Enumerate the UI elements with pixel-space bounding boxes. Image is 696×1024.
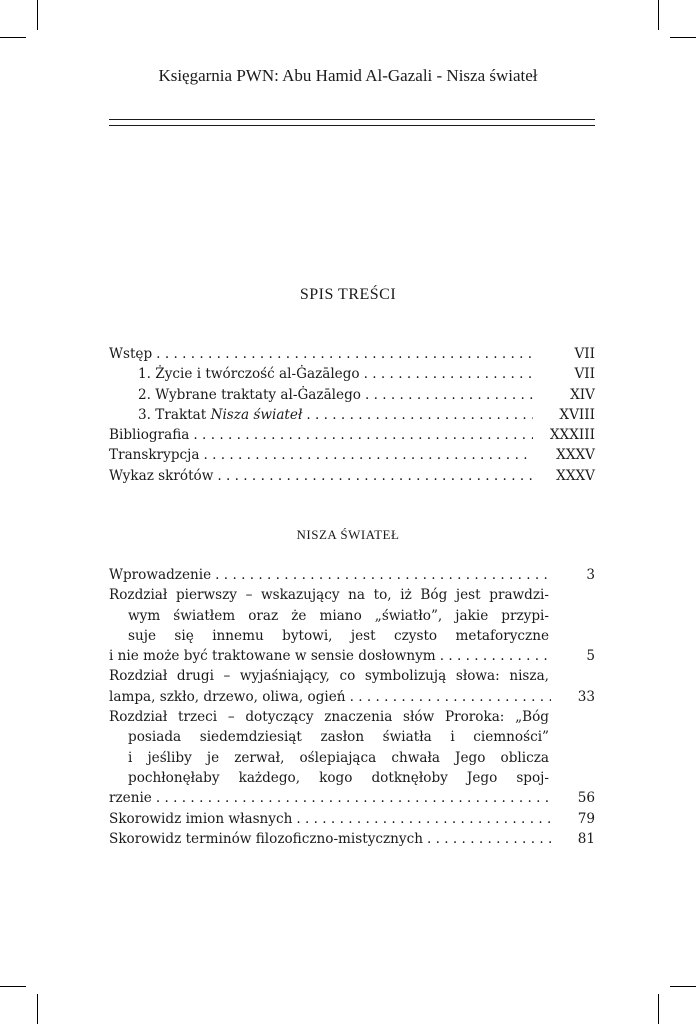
section-heading: NISZA ŚWIATEŁ: [296, 527, 400, 542]
toc-entry: [109, 445, 595, 465]
toc-entry: [109, 707, 595, 808]
dot-leader: [350, 687, 551, 707]
toc-entry-page: XXXIII: [549, 427, 595, 444]
toc-entry-line-wrap: [109, 768, 595, 788]
toc-entry-label: 1. Życie i twórczość al-Ġazālego: [138, 366, 360, 383]
crop-mark: [658, 0, 659, 30]
toc-entry-page: VII: [574, 346, 595, 362]
toc-entry-label: [138, 405, 302, 425]
header-rule: [109, 125, 595, 126]
dot-leader: [217, 466, 533, 486]
toc-entry-label: Skorowidz terminów filozoficzno-mistycznych: [109, 830, 423, 847]
toc-entry-line-wrap: [109, 626, 595, 646]
toc-entry: [109, 364, 595, 384]
toc-entry: [109, 565, 595, 585]
toc-main: [109, 565, 595, 849]
toc-entry-label: 2. Wybrane traktaty al-Ġazālego: [138, 386, 361, 403]
toc-entry-label: Skorowidz imion własnych: [109, 810, 293, 827]
toc-entry: [109, 405, 595, 425]
toc-entry: [109, 585, 595, 666]
crop-mark: [37, 0, 38, 30]
toc-entry-page: XXXV: [556, 467, 595, 484]
crop-mark: [670, 986, 696, 987]
toc-entry-line: Rozdział pierwszy – wskazujący na to, iż Bóg jest prawdzi-: [109, 587, 549, 604]
toc-entry-last-line: [109, 829, 595, 849]
toc-entry-line: Rozdział drugi – wyjaśniający, co symbolizują słowa: nisza,: [109, 668, 549, 685]
toc-heading: SPIS TREŚCI: [299, 286, 397, 303]
header-title: Księgarnia PWN: Abu Hamid Al-Gazali - Nisza świateł: [158, 66, 538, 85]
toc-entry-page: XVIII: [559, 406, 595, 423]
toc-entry-label-prefix: 3. Traktat: [138, 406, 211, 423]
dot-leader: [365, 385, 533, 405]
dot-leader: [364, 364, 533, 384]
toc-entry-page: 56: [577, 790, 595, 807]
toc-entry-page: 5: [586, 648, 595, 665]
toc-entry-last-line: [109, 809, 595, 829]
crop-mark: [658, 994, 659, 1024]
toc-entry: [109, 666, 595, 707]
toc-entry-line-wrap: [109, 606, 595, 626]
crop-mark: [37, 994, 38, 1024]
toc-entry-line: Rozdział trzeci – dotyczący znaczenia słów Proroka: „Bóg: [109, 709, 549, 726]
toc-entry-page: 81: [577, 830, 595, 847]
dot-leader: [427, 829, 551, 849]
toc-entry-label: Wykaz skrótów: [109, 467, 214, 484]
crop-mark: [0, 37, 26, 38]
dot-leader: [203, 445, 533, 465]
toc-entry-line-wrap: [109, 585, 595, 605]
toc-entry-page: XIV: [570, 386, 595, 403]
toc-entry: [109, 829, 595, 849]
toc-entry-page: XXXV: [556, 447, 595, 464]
toc-entry-label: rzenie: [109, 790, 152, 807]
dot-leader: [193, 425, 533, 445]
toc-entry-line-wrap: [109, 666, 595, 686]
toc-entry-last-line: [109, 788, 595, 808]
toc-entry-page: 3: [586, 567, 595, 583]
toc-entry-line-wrap: [109, 707, 595, 727]
dot-leader: [156, 344, 533, 364]
toc-entry: [109, 425, 595, 445]
toc-entry: [109, 344, 595, 364]
toc-entry-line: pochłonęłaby każdego, kogo dotknęłoby Jego spoj-: [128, 769, 549, 786]
toc-entry-label: Wprowadzenie: [109, 567, 212, 583]
toc-entry-label-italic: Nisza świateł: [210, 406, 303, 423]
toc-entry-line: posiada siedemdziesiąt zasłon światła i ciemności”: [128, 729, 549, 746]
toc-entry: [109, 385, 595, 405]
toc-entry-label: Wstęp: [109, 346, 153, 362]
toc-entry-line-wrap: [109, 748, 595, 768]
dot-leader: [306, 405, 533, 425]
toc-entry-page: 33: [577, 688, 595, 705]
dot-leader: [215, 565, 551, 585]
toc-entry: [109, 809, 595, 829]
dot-leader: [156, 788, 551, 808]
toc-entry-line-wrap: [109, 727, 595, 747]
toc-entry-label: Bibliografia: [109, 427, 190, 444]
toc-entry-label: Transkrypcja: [109, 447, 200, 464]
toc-entry-last-line: [109, 646, 595, 666]
toc-entry-label: i nie może być traktowane w sensie dosłownym: [109, 648, 436, 665]
toc-entry-line: i jeśliby je zerwał, oślepiająca chwała Jego oblicza: [128, 749, 549, 766]
toc-entry-last-line: [109, 687, 595, 707]
header-rule: [109, 119, 595, 120]
dot-leader: [296, 809, 551, 829]
toc-entry-page: VII: [574, 366, 595, 383]
toc-entry-page: 79: [577, 810, 595, 827]
crop-mark: [0, 986, 26, 987]
toc-entry-last-line: [109, 565, 595, 585]
toc-entry: [109, 466, 595, 486]
toc-entry-line: wym światłem oraz że miano „światło”, jakie przypi-: [128, 607, 549, 624]
toc-entry-line: suje się innemu bytowi, jest czysto metaforyczne: [128, 627, 549, 644]
crop-mark: [670, 37, 696, 38]
toc-front-matter: [109, 344, 595, 486]
dot-leader: [440, 646, 551, 666]
toc-entry-label: lampa, szkło, drzewo, oliwa, ogień: [109, 688, 346, 705]
